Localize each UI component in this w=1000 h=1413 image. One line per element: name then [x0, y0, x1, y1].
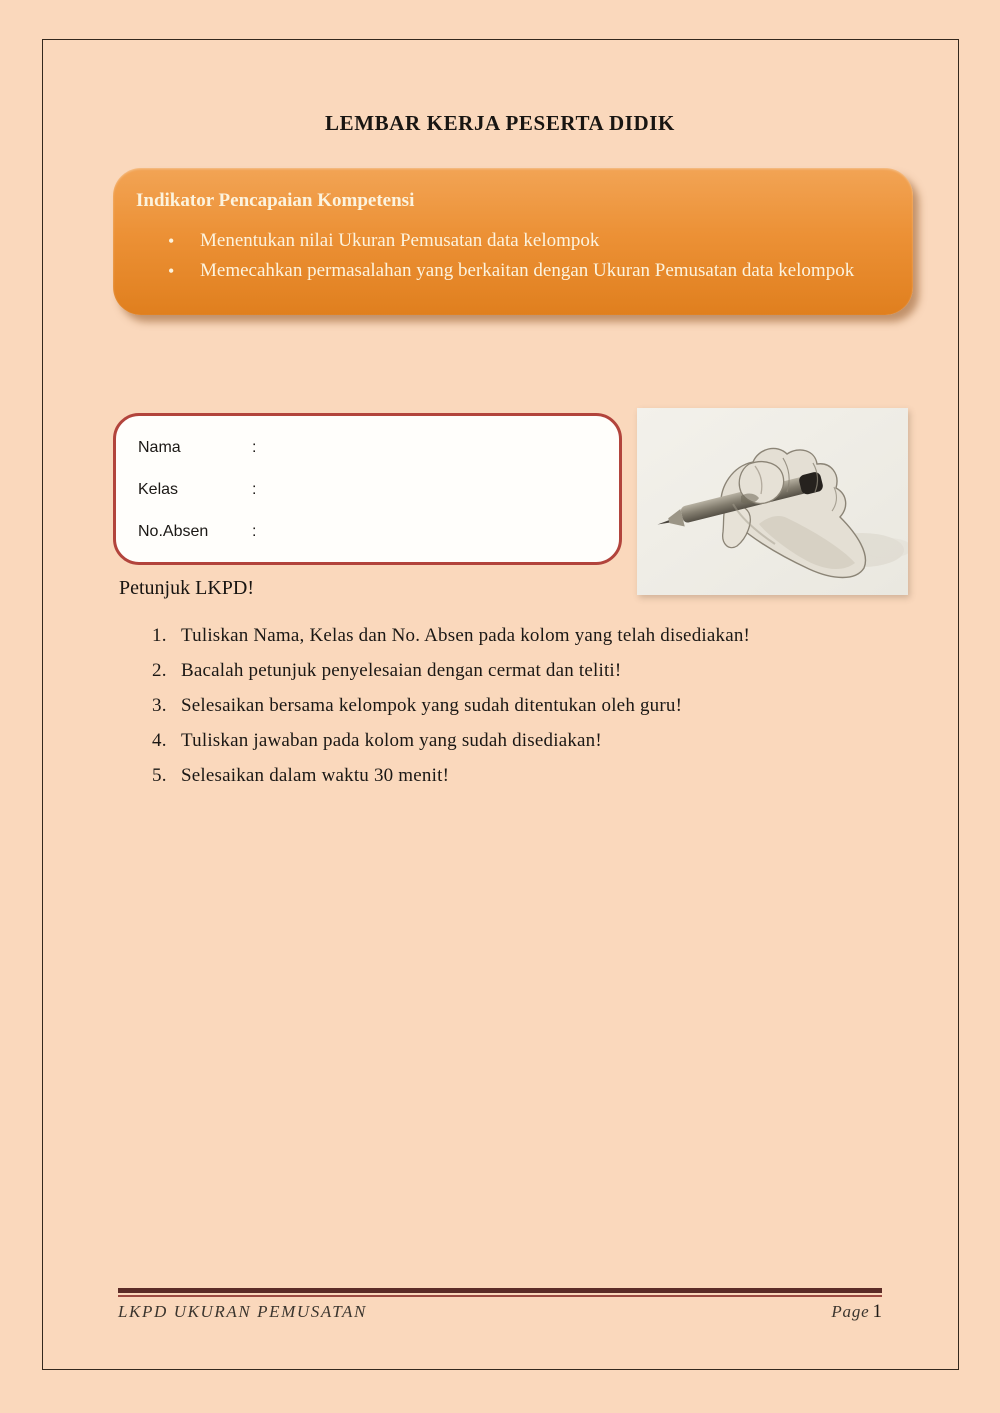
identity-form — [113, 413, 622, 565]
item-text: Tuliskan jawaban pada kolom yang sudah disediakan! — [181, 730, 602, 751]
list-item — [113, 256, 913, 286]
absen-label: No.Absen — [138, 523, 209, 540]
indicator-box — [113, 168, 913, 315]
hand-writing-sketch-icon — [637, 408, 908, 595]
instruction-item — [152, 658, 750, 693]
item-text: Selesaikan dalam waktu 30 menit! — [181, 765, 450, 786]
hand-writing-illustration — [637, 408, 908, 595]
class-field-row — [138, 477, 619, 503]
item-number: 3. — [152, 695, 167, 716]
indicator-bullet-text: Menentukan nilai Ukuran Pemusatan data kelompok — [200, 230, 600, 251]
instruction-item — [152, 763, 750, 798]
item-text: Bacalah petunjuk penyelesaian dengan cermat dan teliti! — [181, 660, 622, 681]
colon-separator: : — [252, 439, 257, 456]
item-number: 1. — [152, 625, 167, 646]
indicator-bullet-text: Memecahkan permasalahan yang berkaitan dengan Ukuran Pemusatan data kelompok — [200, 260, 855, 281]
indicator-heading: Indikator Pencapaian Kompetensi — [136, 190, 415, 211]
bullet-icon: • — [168, 261, 175, 281]
name-label: Nama — [138, 439, 181, 456]
page-title: LEMBAR KERJA PESERTA DIDIK — [325, 111, 675, 135]
instruction-item — [152, 728, 750, 763]
item-text: Tuliskan Nama, Kelas dan No. Absen pada kolom yang telah disediakan! — [181, 625, 751, 646]
colon-separator: : — [252, 523, 257, 540]
item-text: Selesaikan bersama kelompok yang sudah ditentukan oleh guru! — [181, 695, 683, 716]
class-label: Kelas — [138, 481, 179, 498]
page-number-value: 1 — [872, 1301, 882, 1322]
absen-field-row — [138, 519, 619, 545]
list-item — [113, 226, 913, 256]
item-number: 2. — [152, 660, 167, 681]
bullet-icon: • — [168, 231, 175, 251]
page-footer — [118, 1301, 882, 1323]
instruction-item — [152, 623, 750, 658]
footer-rule-thin — [118, 1295, 882, 1297]
page-label: Page — [831, 1302, 870, 1321]
footer-rule — [118, 1288, 882, 1297]
indicator-bullet-list — [113, 226, 913, 286]
absen-value-area — [274, 519, 619, 545]
footer-doc-title: LKPD UKURAN PEMUSATAN — [118, 1302, 367, 1321]
item-number: 4. — [152, 730, 167, 751]
instruction-item — [152, 693, 750, 728]
name-field-row — [138, 435, 619, 461]
class-value-area — [274, 477, 619, 503]
item-number: 5. — [152, 765, 167, 786]
instructions-heading: Petunjuk LKPD! — [119, 577, 254, 599]
page-number — [831, 1301, 882, 1323]
footer-rule-thick — [118, 1288, 882, 1293]
instructions-list — [152, 623, 750, 798]
colon-separator: : — [252, 481, 257, 498]
name-value-area — [274, 435, 619, 461]
